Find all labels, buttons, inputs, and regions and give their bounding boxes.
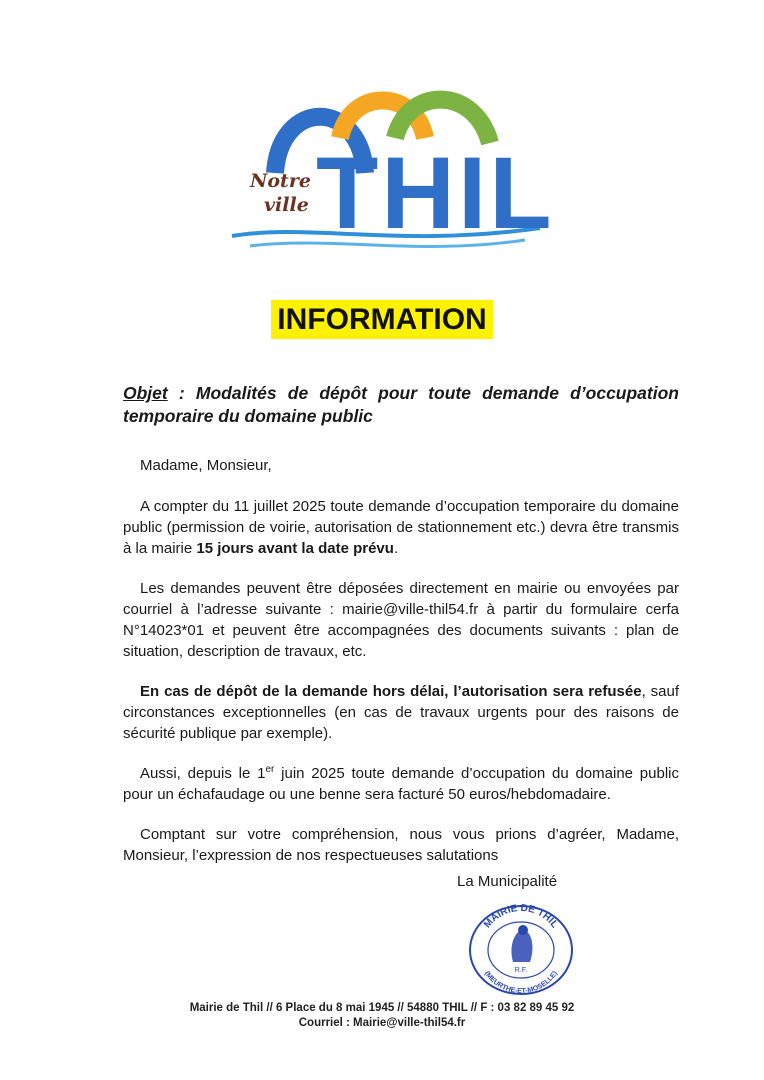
paragraph-4-sup: er: [265, 764, 275, 775]
subject-separator: :: [167, 383, 196, 403]
marianne-head: [518, 925, 528, 935]
footer-email: Courriel : Mairie@ville-thil54.fr: [298, 1017, 466, 1029]
paragraph-3-bold: En cas de dépôt de la demande hors délai, l’autorisation sera refusée: [140, 683, 642, 700]
signature: La Municipalité: [457, 873, 558, 890]
paragraph-1-end: .: [393, 540, 399, 557]
salutation: Madame, Monsieur,: [140, 457, 272, 474]
paragraph-4: [123, 763, 679, 805]
paragraph-4-b: juin 2025 toute demande d’occupation du domaine public pour un échafaudage ou une benne sera facturé 50 euros/hebdomadaire.: [123, 765, 679, 803]
stamp-graphic: [468, 904, 574, 996]
subject-label: Objet: [123, 383, 168, 403]
subject-line: [123, 382, 679, 428]
paragraph-1: [123, 496, 679, 559]
logo-thil-text: THIL: [316, 136, 555, 250]
logo-notre-text: Notre: [250, 170, 311, 192]
paragraph-1-bold: 15 jours avant la date prévu: [196, 540, 394, 557]
stamp-top-text: MAIRIE DE THIL: [482, 904, 560, 931]
paragraph-4-a: Aussi, depuis le 1: [140, 765, 266, 782]
subject-text: Modalités de dépôt pour toute demande d’occupation temporaire du domaine public: [123, 383, 679, 426]
information-heading: [0, 303, 764, 337]
stamp-bottom-text: (MEURTHE-ET-MOSELLE): [482, 970, 560, 996]
footer-address: Mairie de Thil // 6 Place du 8 mai 1945 // 54880 THIL // F : 03 82 89 45 92: [189, 1002, 575, 1014]
stamp-center-text: R.F.: [514, 967, 528, 974]
footer: [0, 1001, 764, 1031]
logo-ville-text: ville: [264, 194, 309, 216]
letter-body: [123, 455, 679, 885]
paragraph-2: Les demandes peuvent être déposées directement en mairie ou envoyées par courriel à l’adresse suivante : mairie@ville-thil54.fr à partir du formulaire cerfa N°14023*01 et peuvent être accompagnées des documents suivants : plan de situation, description de travaux, etc.: [123, 580, 679, 660]
official-stamp: [468, 904, 574, 996]
information-heading-text: INFORMATION: [271, 300, 492, 339]
paragraph-1-start: A compter du 11 juillet 2025 toute demande d’occupation temporaire du domaine public (permission de voirie, autorisation de stationnement etc.) devra être transmis à la mairie: [123, 498, 679, 557]
thil-logo: [220, 78, 555, 258]
paragraph-5: Comptant sur votre compréhension, nous vous prions d’agréer, Madame, Monsieur, l’expression de nos respectueuses salutations: [123, 826, 679, 864]
paragraph-3-rest: , sauf circonstances exceptionnelles (en cas de travaux urgents pour des raisons de sécurité publique par exemple).: [123, 683, 679, 742]
paragraph-3: [123, 681, 679, 744]
